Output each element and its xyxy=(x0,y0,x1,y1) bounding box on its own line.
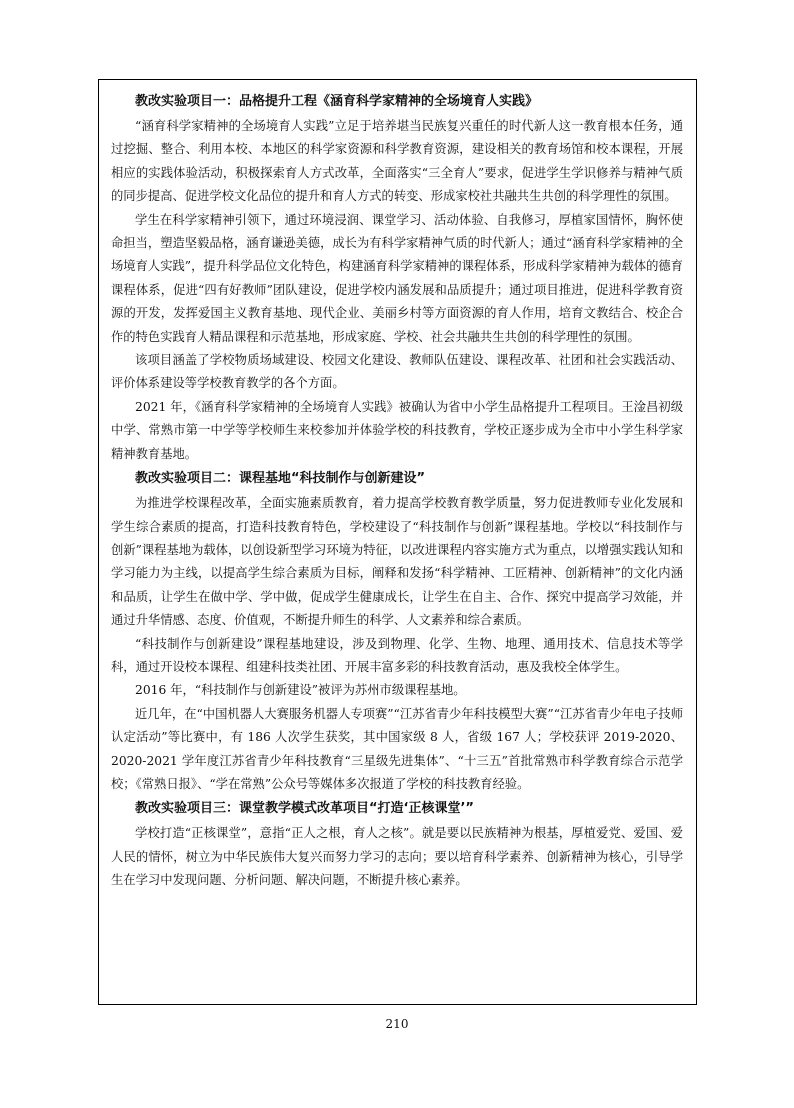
body-paragraph: 近几年，在“中国机器人大赛服务机器人专项赛”“江苏省青少年科技模型大赛”“江苏省青少年电子技师认定活动”等比赛中，有 186 人次学生获奖，其中国家级 8 人，省级 167 人；学校获评 2019-2020、2020-2021 学年度江苏省青少年科技教育“三星级先进集体”、“十三五”首批常熟市科学教育综合示范学校；《常熟日报》、“学在常熟”公众号等媒体多次报道了学校的科技教育经验。 xyxy=(111,706,683,791)
body-paragraph: 2021 年，《涵育科学家精神的全场境育人实践》被确认为省中小学生品格提升工程项目。王淦昌初级中学、常熟市第一中学等学校师生来校参加并体验学校的科技教育，学校正逐步成为全市中小学生科学家精神教育基地。 xyxy=(111,399,683,461)
body-paragraph: “涵育科学家精神的全场境育人实践”立足于培养堪当民族复兴重任的时代新人这一教育根本任务，通过挖掘、整合、利用本校、本地区的科学家资源和科学教育资源，建设相关的教育场馆和校本课程，开展相应的实践体验活动，积极探索育人方式改革，全面落实“三全育人”要求，促进学生学识修养与精神气质的同步提高、促进学校文化品位的提升和育人方式的转变、形成家校社共融共生共创的科学理性的氛围。 xyxy=(111,119,683,204)
body-paragraph: 学生在科学家精神引领下，通过环境浸润、课堂学习、活动体验、自我修习，厚植家国情怀，胸怀使命担当，塑造坚毅品格，涵育谦逊美德，成长为有科学家精神气质的时代新人；通过“涵育科学家精神的全场境育人实践”，提升科学品位文化特色，构建涵育科学家精神的课程体系，形成科学家精神为载体的德育课程体系，促进“四有好教师”团队建设，促进学校内涵发展和品质提升；通过项目推进，促进科学教育资源的开发，发挥爱国主义教育基地、现代企业、美丽乡村等方面资源的育人作用，培育文教结合、校企合作的特色实践育人精品课程和示范基地，形成家庭、学校、社会共融共生共创的科学理性的氛围。 xyxy=(111,212,683,344)
body-paragraph: 学校打造“正核课堂”，意指“正人之根，育人之核”。就是要以民族精神为根基，厚植爱党、爱国、爱人民的情怀，树立为中华民族伟大复兴而努力学习的志向；要以培育科学素养、创新精神为核心，引导学生在学习中发现问题、分析问题、解决问题，不断提升核心素养。 xyxy=(111,826,683,888)
body-paragraph: 为推进学校课程改革，全面实施素质教育，着力提高学校教育教学质量，努力促进教师专业化发展和学生综合素质的提高，打造科技教育特色，学校建设了“科技制作与创新”课程基地。学校以“科技制作与创新”课程基地为载体，以创设新型学习环境为特征，以改进课程内容实施方式为重点，以增强实践认知和学习能力为主线，以提高学生综合素质为目标，阐释和发扬“科学精神、工匠精神、创新精神”的文化内涵和品质，让学生在做中学、学中做，促成学生健康成长，让学生在自主、合作、探究中提高学习效能，并通过升华情感、态度、价值观，不断提升师生的科学、人文素养和综合素质。 xyxy=(111,496,683,628)
body-paragraph: 该项目涵盖了学校物质场域建设、校园文化建设、教师队伍建设、课程改革、社团和社会实践活动、评价体系建设等学校教育教学的各个方面。 xyxy=(111,353,683,391)
document-frame xyxy=(98,79,697,1005)
body-paragraph: “科技制作与创新建设”课程基地建设，涉及到物理、化学、生物、地理、通用技术、信息技术等学科，通过开设校本课程、组建科技类社团、开展丰富多彩的科技教育活动，惠及我校全体学生。 xyxy=(111,636,683,674)
section-heading: 教改实验项目二：课程基地“科技制作与创新建设” xyxy=(135,471,426,487)
document-body xyxy=(111,89,683,893)
body-paragraph: 2016 年，“科技制作与创新建设”被评为苏州市级课程基地。 xyxy=(135,683,466,698)
section-heading: 教改实验项目三：课堂教学模式改革项目“打造‘正核课堂’” xyxy=(135,801,474,817)
section-heading: 教改实验项目一：品格提升工程《涵育科学家精神的全场境育人实践》 xyxy=(135,94,539,109)
page-number: 210 xyxy=(385,1017,409,1031)
